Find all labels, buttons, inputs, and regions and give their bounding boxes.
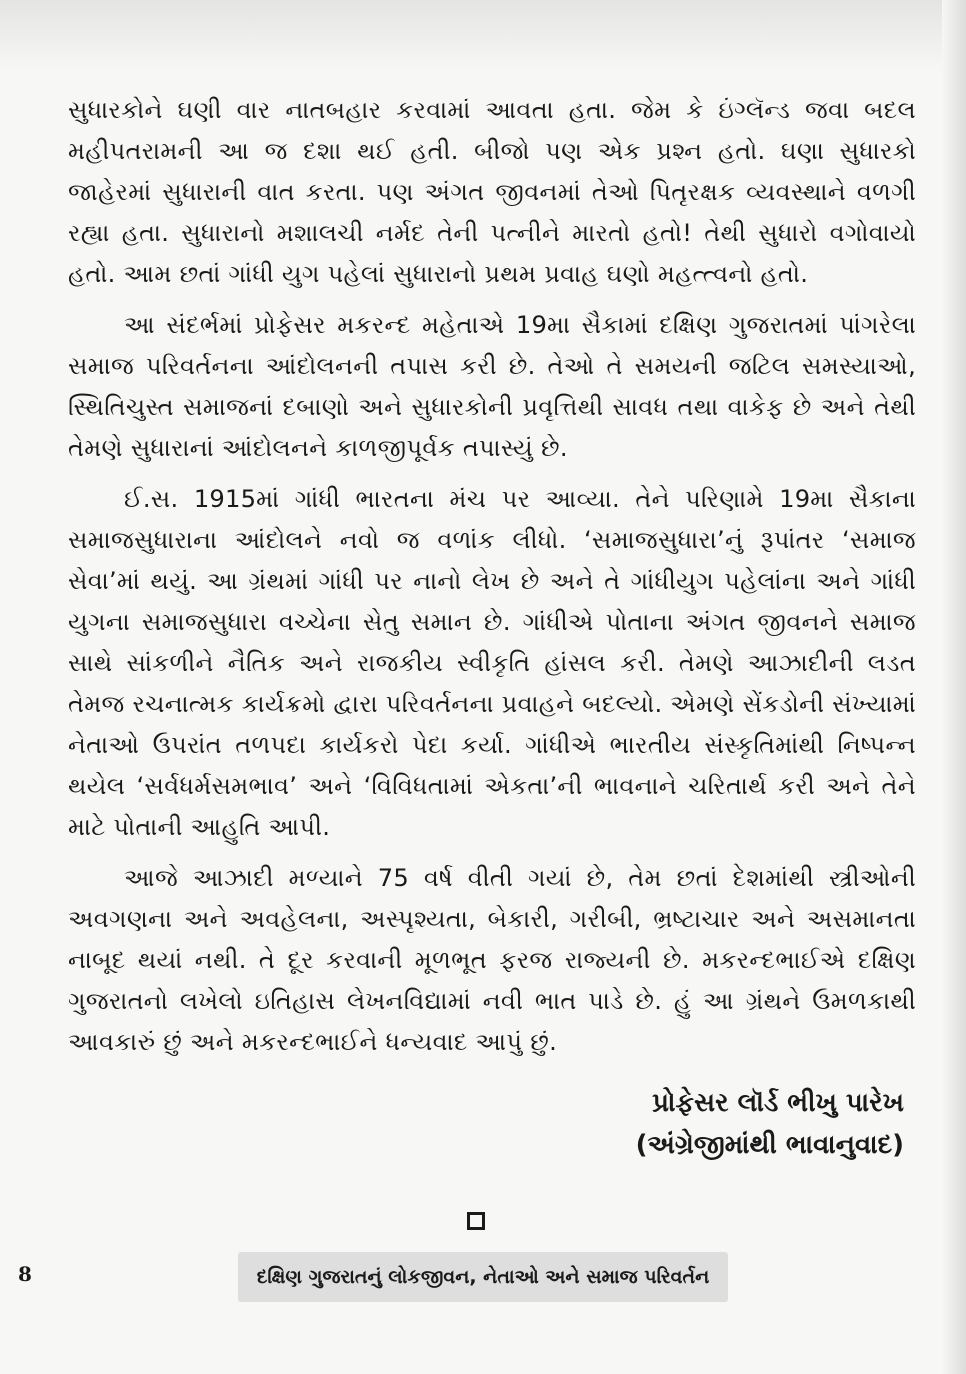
author-name: પ્રોફેસર લૉર્ડ ભીખુ પારેખ bbox=[652, 1088, 904, 1118]
body-text bbox=[68, 90, 916, 1073]
paragraph-1: સુધારકોને ઘણી વાર નાતબહાર કરવામાં આવતા હતા. જેમ કે ઇંગ્લૅન્ડ જવા બદલ મહીપતરામની આ જ દશા થઈ હતી. બીજો પણ એક પ્રશ્ન હતો. ઘણા સુધારકો જાહેરમાં સુધારાની વાત કરતા. પણ અંગત જીવનમાં તેઓ પિતૃરક્ષક વ્યવસ્થાને વળગી રહ્યા હતા. સુધારાનો મશાલચી નર્મદ તેની પત્નીને મારતો હતો! તેથી સુધારો વગોવાયો હતો. આમ છતાં ગાંધી યુગ પહેલાં સુધારાનો પ્રથમ પ્રવાહ ઘણો મહત્ત્વનો હતો. bbox=[68, 96, 916, 288]
page-shadow-right bbox=[942, 0, 966, 1374]
paragraph-3: ઈ.સ. 1915માં ગાંધી ભારતના મંચ પર આવ્યા. તેને પરિણામે 19મા સૈકાના સમાજસુધારાના આંદોલને નવો જ વળાંક લીધો. ‘સમાજસુધારા’નું રૂપાંતર ‘સમાજ સેવા’માં થયું. આ ગ્રંથમાં ગાંધી પર નાનો લેખ છે અને તે ગાંધીયુગ પહેલાંના અને ગાંધી યુગના સમાજસુધારા વચ્ચેના સેતુ સમાન છે. ગાંધીએ પોતાના અંગત જીવનને સમાજ સાથે સાંકળીને નૈતિક અને રાજકીય સ્વીકૃતિ હાંસલ કરી. તેમણે આઝાદીની લડત તેમજ રચનાત્મક કાર્યક્રમો દ્વારા પરિવર્તનના પ્રવાહને બદલ્યો. એમણે સેંકડોની સંખ્યામાં નેતાઓ ઉપરાંત તળપદા કાર્યકરો પેદા કર્યા. ગાંધીએ ભારતીય સંસ્કૃતિમાંથી નિષ્પન્ન થયેલ ‘સર્વધર્મસમભાવ’ અને ‘વિવિધતામાં એકતા’ની ભાવનાને ચરિતાર્થ કરી અને તેને માટે પોતાની આહુતિ આપી. bbox=[68, 485, 916, 841]
book-title: દક્ષિણ ગુજરાતનું લોકજીવન, નેતાઓ અને સમાજ પરિવર્તન bbox=[256, 1266, 710, 1288]
paragraph-4: આજે આઝાદી મળ્યાને 75 વર્ષ વીતી ગયાં છે, તેમ છતાં દેશમાંથી સ્ત્રીઓની અવગણના અને અવહેલના, અસ્પૃશ્યતા, બેકારી, ગરીબી, ભ્રષ્ટાચાર અને અસમાનતા નાબૂદ થયાં નથી. તે દૂર કરવાની મૂળભૂત ફરજ રાજ્યની છે. મકરન્દભાઈએ દક્ષિણ ગુજરાતનો લખેલો ઇતિહાસ લેખનવિદ્યામાં નવી ભાત પાડે છે. હું આ ગ્રંથને ઉમળકાથી આવકારું છું અને મકરન્દભાઈને ધન્યવાદ આપું છું. bbox=[68, 864, 916, 1056]
translation-note: (અંગ્રેજીમાંથી ભાવાનુવાદ) bbox=[635, 1130, 904, 1160]
page-footer bbox=[0, 1240, 966, 1330]
signature-block bbox=[636, 1082, 904, 1166]
footer-title-band bbox=[238, 1252, 728, 1302]
page-number: 8 bbox=[18, 1262, 32, 1286]
end-square-icon bbox=[467, 1212, 485, 1230]
page-shadow-top bbox=[0, 0, 966, 70]
paragraph-2: આ સંદર્ભમાં પ્રોફેસર મકરન્દ મહેતાએ 19મા સૈકામાં દક્ષિણ ગુજરાતમાં પાંગરેલા સમાજ પરિવર્તનના આંદોલનની તપાસ કરી છે. તેઓ તે સમયની જટિલ સમસ્યાઓ, સ્થિતિચુસ્ત સમાજનાં દબાણો અને સુધારકોની પ્રવૃત્તિથી સાવધ તથા વાકેફ છે અને તેથી તેમણે સુધારાનાં આંદોલનને કાળજીપૂર્વક તપાસ્યું છે. bbox=[68, 311, 916, 462]
